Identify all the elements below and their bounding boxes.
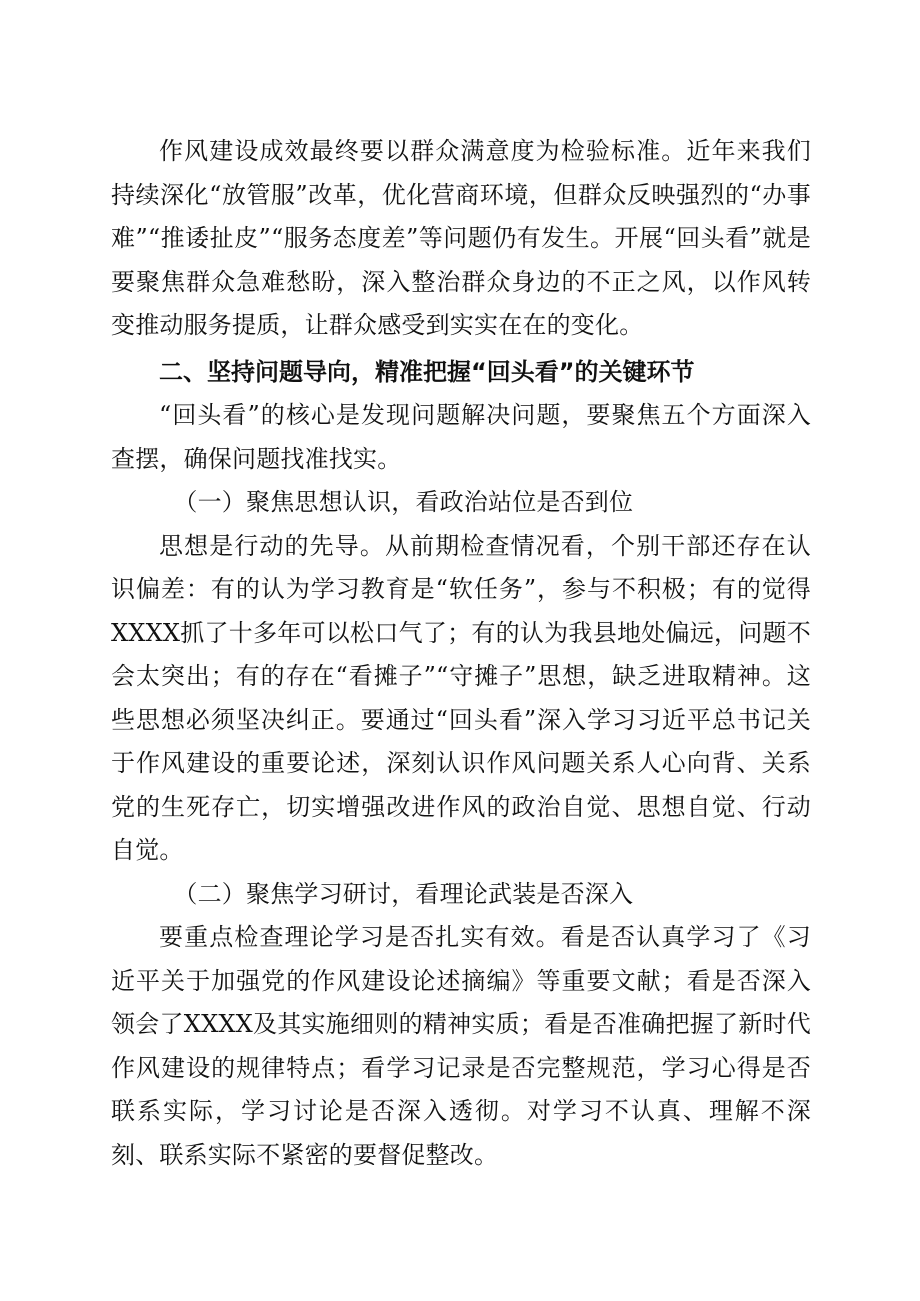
paragraph-masses-satisfaction: 作风建设成效最终要以群众满意度为检验标准。近年来我们持续深化“放管服”改革，优化营商环境，但群众反映强烈的“办事难”“推诿扯皮”“服务态度差”等问题仍有发生。开展“回头看”就是要聚焦群众急难愁盼，深入整治群众身边的不正之风，以作风转变推动服务提质，让群众感受到实实在在的变化。	[111, 137, 811, 339]
paragraph-thought-understanding: 思想是行动的先导。从前期检查情况看，个别干部还存在认识偏差：有的认为学习教育是“软任务”，参与不积极；有的觉得XXXX抓了十多年可以松口气了；有的认为我县地处偏远，问题不会太突出；有的存在“看摊子”“守摊子”思想，缺乏进取精神。这些思想必须坚决纠正。要通过“回头看”深入学习习近平总书记关于作风建设的重要论述，深刻认识作风问题关系人心向背、关系党的生死存亡，切实增强改进作风的政治自觉、思想自觉、行动自觉。	[111, 531, 811, 864]
section-heading-2: 二、坚持问题导向，精准把握“回头看”的关键环节	[159, 357, 695, 386]
paragraph-study-check: 要重点检查理论学习是否扎实有效。看是否认真学习了《习近平关于加强党的作风建设论述摘编》等重要文献；看是否深入领会了XXXX及其实施细则的精神实质；看是否准确把握了新时代作风建设的规律特点；看学习记录是否完整规范，学习心得是否联系实际，学习讨论是否深入透彻。对学习不认真、理解不深刻、联系实际不紧密的要督促整改。	[111, 923, 811, 1169]
subheading-2: （二）聚焦学习研讨，看理论武装是否深入	[173, 879, 634, 908]
subheading-1: （一）聚焦思想认识，看政治站位是否到位	[173, 488, 634, 516]
document-body	[111, 130, 811, 1177]
paragraph-core-of-review: “回头看”的核心是发现问题解决问题，要聚焦五个方面深入查摆，确保问题找准找实。	[111, 401, 811, 473]
